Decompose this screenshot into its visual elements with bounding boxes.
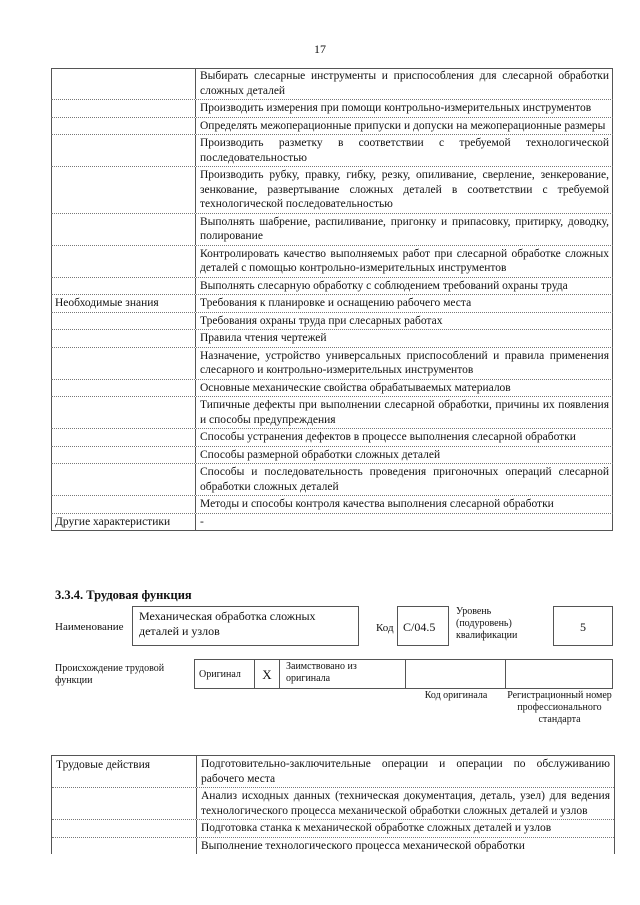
name-value: Механическая обработка сложных деталей и узлов	[132, 606, 359, 646]
row-label	[51, 429, 196, 446]
row-text: Правила чтения чертежей	[200, 332, 327, 344]
row-text: Подготовка станка к механической обработке сложных деталей и узлов	[201, 822, 552, 834]
row-text: Производить рубку, правку, гибку, резку, опиливание, сверление, зенкерование, зенкование, развертывание сложных деталей в соответствии с требуемой технологической последовательностью	[200, 169, 609, 210]
table-row	[51, 464, 613, 496]
table-row	[52, 756, 614, 788]
row-text: Определять межоперационные припуски и допуски на межоперационные размеры	[200, 119, 606, 132]
row-text: -	[200, 515, 204, 528]
table-row	[51, 278, 613, 296]
table-row	[51, 167, 613, 214]
row-label	[51, 118, 196, 135]
table-row	[51, 295, 613, 313]
row-label: Другие характеристики	[51, 514, 196, 531]
row-text: Способы и последовательность проведения пригоночных операций слесарной обработки сложных деталей	[200, 466, 609, 493]
row-label	[52, 820, 197, 837]
code-original-label: Код оригинала	[424, 690, 488, 701]
row-text: Способы устранения дефектов в процессе выполнения слесарной обработки	[200, 431, 576, 443]
row-text: Подготовительно-заключительные операции и операции по обслуживанию рабочего места	[201, 758, 610, 785]
table-row	[52, 820, 614, 838]
table-row	[51, 313, 613, 331]
row-label	[51, 397, 196, 428]
table-row	[51, 514, 613, 532]
row-label: Трудовые действия	[52, 756, 197, 787]
code-value: С/04.5	[397, 606, 449, 646]
row-label	[51, 464, 196, 495]
row-label	[51, 68, 196, 99]
code-original-cell	[406, 659, 506, 689]
row-label	[51, 278, 196, 295]
table-row	[51, 397, 613, 429]
table-row	[51, 135, 613, 167]
row-label: Необходимые знания	[51, 295, 196, 312]
reg-number-label: Регистрационный номер профессионального стандарта	[507, 690, 612, 725]
row-text: Производить измерения при помощи контрольно-измерительных инструментов	[200, 102, 592, 114]
row-text: Анализ исходных данных (техническая документация, деталь, узел) для ведения технологического процесса механической обработки сложных деталей и узлов	[201, 790, 610, 817]
row-label	[51, 380, 196, 397]
row-text: Контролировать качество выполняемых работ при слесарной обработке сложных деталей с помощью контрольно-измерительных инструментов	[200, 247, 609, 274]
labor-actions-table	[51, 755, 615, 854]
row-label	[51, 100, 196, 117]
table-row	[51, 214, 613, 246]
row-label	[51, 348, 196, 379]
section-title: 3.3.4. Трудовая функция	[55, 588, 192, 602]
row-text: Назначение, устройство универсальных приспособлений и правила применения слесарного и контрольно-измерительных инструментов	[200, 349, 609, 376]
code-label: Код	[376, 622, 394, 634]
name-label: Наименование	[55, 621, 124, 633]
row-text: Способы размерной обработки сложных деталей	[200, 448, 441, 461]
row-text: Методы и способы контроля качества выполнения слесарной обработки	[200, 498, 554, 510]
row-text: Основные механические свойства обрабатываемых материалов	[200, 381, 511, 394]
row-label	[51, 167, 196, 213]
original-mark: X	[254, 659, 280, 689]
row-label	[51, 330, 196, 347]
table-row	[51, 330, 613, 348]
row-label	[51, 447, 196, 464]
table-row	[51, 68, 613, 100]
row-text: Требования охраны труда при слесарных работах	[200, 314, 443, 327]
level-value: 5	[553, 606, 613, 646]
table-row	[51, 100, 613, 118]
table-row	[52, 788, 614, 820]
row-text: Выполнять шабрение, распиливание, пригонку и припасовку, притирку, доводку, полирование	[200, 215, 609, 242]
page-number: 17	[314, 42, 326, 56]
table-row	[52, 838, 614, 855]
row-text: Выполнение технологического процесса механической обработки	[201, 839, 525, 852]
row-text: Требования к планировке и оснащению рабочего места	[200, 297, 472, 309]
table-row	[51, 429, 613, 447]
skills-knowledge-table	[51, 68, 613, 531]
row-label	[51, 214, 196, 245]
table-row	[51, 380, 613, 398]
table-row	[51, 348, 613, 380]
origin-label: Происхождение трудовой функции	[55, 663, 165, 686]
row-label	[52, 838, 197, 855]
table-row	[51, 246, 613, 278]
original-label: Оригинал	[199, 669, 241, 680]
table-row	[51, 447, 613, 465]
row-text: Производить разметку в соответствии с требуемой технологической последовательностью	[200, 137, 609, 164]
row-text: Выполнять слесарную обработку с соблюдением требований охраны труда	[200, 279, 568, 292]
reg-number-cell	[506, 659, 613, 689]
row-label	[51, 313, 196, 330]
row-label	[51, 135, 196, 166]
row-text: Выбирать слесарные инструменты и приспособления для слесарной обработки сложных деталей	[200, 70, 609, 97]
row-label	[51, 496, 196, 513]
row-label	[51, 246, 196, 277]
table-row	[51, 118, 613, 136]
row-text: Типичные дефекты при выполнении слесарной обработки, причины их появления и способы предупреждения	[200, 399, 609, 426]
row-label	[52, 788, 197, 819]
borrowed-label: Заимствовано из оригинала	[286, 661, 357, 684]
table-row	[51, 496, 613, 514]
level-label: Уровень (подуровень) квалификации	[456, 606, 518, 641]
